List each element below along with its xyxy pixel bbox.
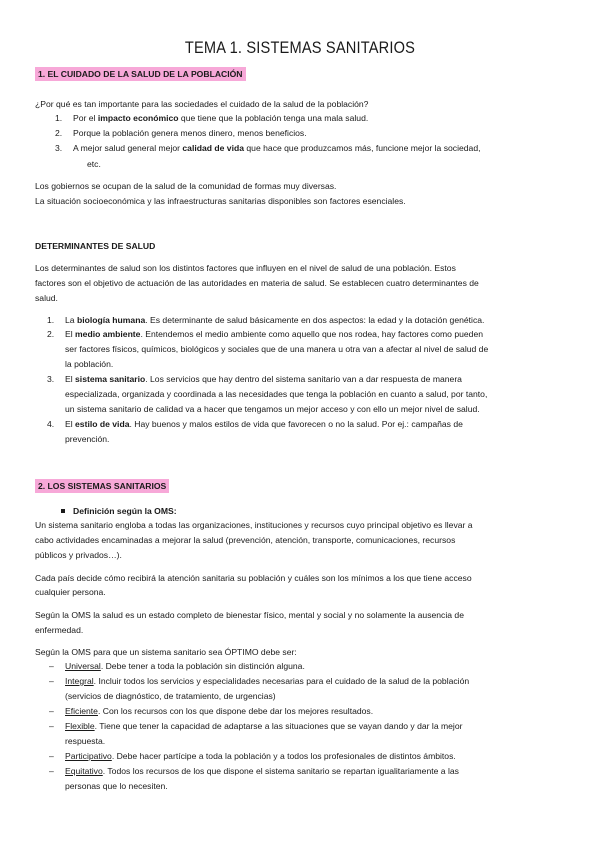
subsection-heading: DETERMINANTES DE SALUD [35, 241, 156, 251]
dash-marker: – [49, 676, 54, 686]
list-number: 2. [47, 329, 55, 339]
list-item-continuation: prevención. [65, 434, 110, 444]
definition-line: Un sistema sanitario engloba a todas las organizaciones, instituciones y recursos cuyo principal objetivo es llevar a [35, 520, 473, 530]
intro-line: Los determinantes de salud son los distintos factores que influyen en el nivel de salud de una población. Estos [35, 263, 456, 273]
paragraph: Cada país decide cómo recibirá la atención sanitaria su población y cuáles son los mínimos a los que tiene acceso [35, 573, 472, 583]
section-1-heading: 1. EL CUIDADO DE LA SALUD DE LA POBLACIÓN [35, 68, 246, 80]
definition-line: cabo actividades encaminadas a mejorar la salud (prevención, atención, transporte, comunicaciones, recursos [35, 535, 456, 545]
list-number: 1. [55, 113, 63, 123]
intro-line: factores son el objetivo de actuación de las autoridades en materia de salud. Se establecen cuatro determinantes de [35, 278, 479, 288]
definition-line: públicos y privados…). [35, 550, 122, 560]
list-item-continuation: ser factores físicos, químicos, biológicos y sociales que de una manera u otra van a afectar al nivel de salud de [65, 344, 489, 354]
list-number: 4. [47, 419, 55, 429]
section-2-heading: 2. LOS SISTEMAS SANITARIOS [35, 480, 169, 492]
list-item: El estilo de vida. Hay buenos y malos estilos de vida que favorecen o no la salud. Por ej.: campañas de [65, 419, 463, 429]
dash-item-continuation: respuesta. [65, 736, 106, 746]
paragraph: Según la OMS para que un sistema sanitario sea ÓPTIMO debe ser: [35, 647, 297, 657]
dash-marker: – [49, 751, 54, 761]
list-number: 3. [47, 374, 55, 384]
list-item: La biología humana. Es determinante de salud básicamente en dos aspectos: la edad y la dotación genética. [65, 315, 485, 325]
paragraph: Según la OMS la salud es un estado completo de bienestar físico, mental y social y no solamente la ausencia de [35, 610, 464, 620]
dash-marker: – [49, 721, 54, 731]
dash-item: Universal. Debe tener a toda la población sin distinción alguna. [65, 661, 305, 671]
definition-label: Definición según la OMS: [73, 506, 177, 516]
list-number: 3. [55, 143, 63, 153]
list-item: El sistema sanitario. Los servicios que hay dentro del sistema sanitario van a dar respuesta de manera [65, 374, 462, 384]
bullet-icon [61, 509, 65, 513]
page-title: TEMA 1. SISTEMAS SANITARIOS [184, 38, 416, 57]
dash-item: Participativo. Debe hacer partícipe a toda la población y a todos los profesionales de distintos ámbitos. [65, 751, 456, 761]
list-item-continuation: un sistema sanitario de calidad va a hacer que tengamos un mejor acceso y con ello un mejor nivel de salud. [65, 404, 480, 414]
list-item-continuation: la población. [65, 359, 114, 369]
paragraph: enfermedad. [35, 625, 84, 635]
dash-item: Integral. Incluir todos los servicios y especialidades necesarias para el cuidado de la salud de la población [65, 676, 470, 686]
dash-marker: – [49, 706, 54, 716]
dash-item: Eficiente. Con los recursos con los que dispone debe dar los mejores resultados. [65, 706, 374, 716]
list-number: 2. [55, 128, 63, 138]
paragraph: Los gobiernos se ocupan de la salud de la comunidad de formas muy diversas. [35, 181, 337, 191]
paragraph: La situación socioeconómica y las infraestructuras sanitarias disponibles son factores esenciales. [35, 196, 406, 206]
list-item: A mejor salud general mejor calidad de vida que hace que produzcamos más, funcione mejor la sociedad, [73, 143, 481, 153]
list-number: 1. [47, 315, 55, 325]
paragraph: cualquier persona. [35, 587, 106, 597]
dash-item-continuation: (servicios de diagnóstico, de tratamiento, de urgencias) [65, 691, 276, 701]
list-item-continuation: etc. [87, 159, 101, 169]
list-item-continuation: especializada, organizada y coordinada a las necesidades que tenga la población en cuanto a salud, por tanto, [65, 389, 488, 399]
list-item: El medio ambiente. Entendemos el medio ambiente como aquello que nos rodea, hay factores como pueden [65, 329, 484, 339]
dash-marker: – [49, 766, 54, 776]
list-item: Por el impacto económico que tiene que la población tenga una mala salud. [73, 113, 369, 123]
dash-marker: – [49, 661, 54, 671]
dash-item: Equitativo. Todos los recursos de los que dispone el sistema sanitario se repartan igualitariamente a las [65, 766, 459, 776]
intro-line: salud. [35, 293, 58, 303]
dash-item: Flexible. Tiene que tener la capacidad de adaptarse a las situaciones que se vayan dando y dar la mejor [65, 721, 463, 731]
question-text: ¿Por qué es tan importante para las sociedades el cuidado de la salud de la población? [35, 99, 369, 109]
dash-item-continuation: personas que lo necesiten. [65, 781, 168, 791]
list-item: Porque la población genera menos dinero, menos beneficios. [73, 128, 307, 138]
